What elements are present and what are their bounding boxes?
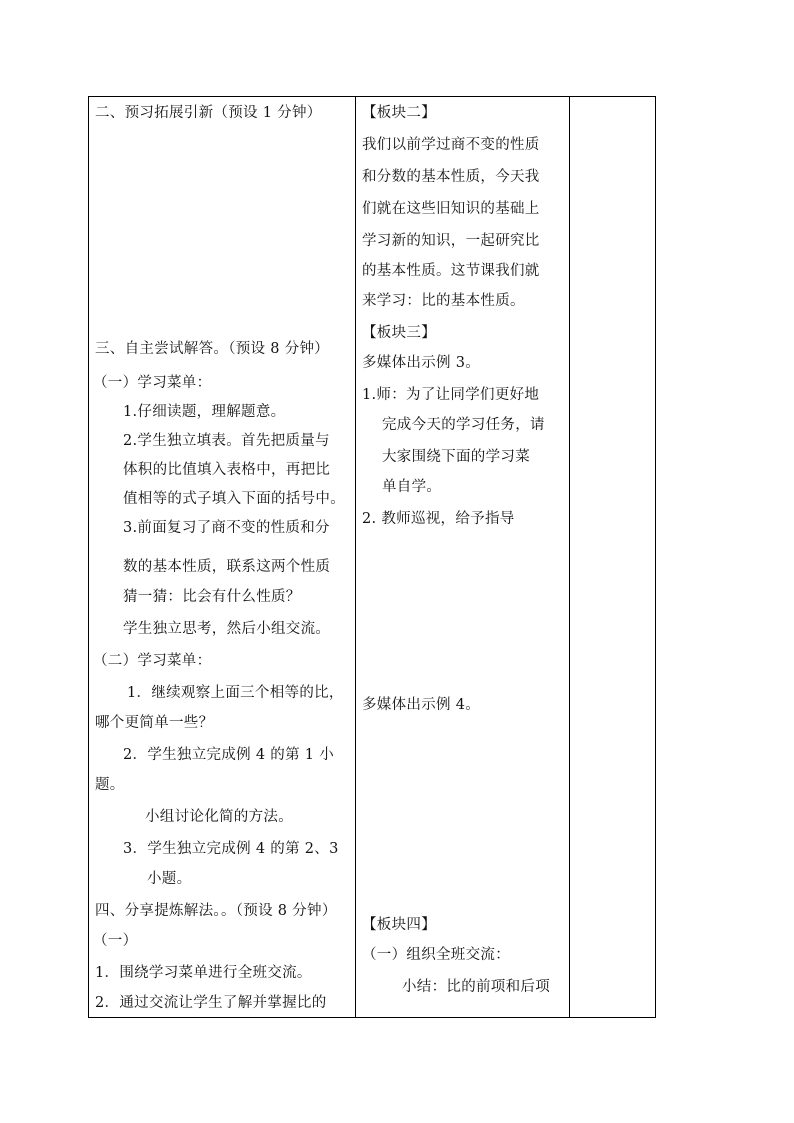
- text-line: 学习新的知识，一起研究比: [362, 233, 540, 249]
- text-line: 哪个更简单一些？: [95, 715, 214, 731]
- text-line: 多媒体出示例 3。: [362, 355, 481, 371]
- teacher-guidance-column: [356, 97, 569, 1017]
- text-line: 小题。: [147, 871, 192, 887]
- block-heading-3: 【板块三】: [362, 325, 436, 341]
- notes-column: [570, 97, 656, 1017]
- text-line: 2.学生独立填表。首先把质量与: [123, 433, 330, 449]
- text-line: 来学习：比的基本性质。: [362, 293, 525, 309]
- text-line: 2．学生独立完成例 4 的第 1 小: [123, 747, 335, 763]
- text-line: 1.师：为了让同学们更好地: [362, 387, 540, 403]
- lesson-plan-table: [88, 96, 656, 1018]
- text-line: 的基本性质。这节课我们就: [362, 263, 540, 279]
- text-line: 和分数的基本性质，今天我: [362, 169, 540, 185]
- text-line: 1．继续观察上面三个相等的比，: [127, 685, 344, 701]
- block-heading-4: 【板块四】: [362, 917, 436, 933]
- text-line: 3．学生独立完成例 4 的第 2、3: [123, 841, 339, 857]
- text-line: 题。: [95, 777, 125, 793]
- text-line: 小结：比的前项和后项: [402, 979, 550, 995]
- text-line: 小组讨论化简的方法。: [145, 809, 293, 825]
- text-line: 1．围绕学习菜单进行全班交流。: [95, 965, 312, 981]
- text-line: 体积的比值填入表格中，再把比: [123, 462, 331, 478]
- text-line: （一）组织全班交流：: [362, 947, 510, 963]
- text-line: 大家围绕下面的学习菜: [382, 449, 530, 465]
- block-heading-2: 【板块二】: [362, 105, 436, 121]
- subheading-menu-2: （二）学习菜单：: [93, 653, 212, 669]
- text-line: 学生独立思考，然后小组交流。: [123, 621, 331, 637]
- text-line: 3.前面复习了商不变的性质和分: [123, 520, 330, 536]
- text-line: 们就在这些旧知识的基础上: [362, 201, 540, 217]
- text-line: 值相等的式子填入下面的括号中。: [123, 491, 345, 507]
- section-heading-2: 二、预习拓展引新（预设 1 分钟）: [95, 105, 322, 121]
- text-line: 数的基本性质，联系这两个性质: [123, 559, 331, 575]
- text-line: 2．通过交流让学生了解并掌握比的: [95, 995, 327, 1011]
- text-line: 1.仔细读题，理解题意。: [123, 404, 286, 420]
- text-line: 2. 教师巡视，给予指导: [362, 511, 515, 527]
- text-line: 完成今天的学习任务，请: [382, 417, 545, 433]
- section-heading-4: 四、分享提炼解法。。（预设 8 分钟）: [95, 903, 337, 919]
- text-line: 多媒体出示例 4。: [362, 697, 481, 713]
- section-heading-3: 三、自主尝试解答。（预设 8 分钟）: [95, 341, 330, 357]
- text-line: 单自学。: [382, 479, 442, 495]
- subheading-part-1: （一）: [93, 933, 138, 949]
- student-activity-column: [89, 97, 355, 1017]
- text-line: 我们以前学过商不变的性质: [362, 137, 540, 153]
- text-line: 猜一猜：比会有什么性质？: [123, 589, 301, 605]
- subheading-menu-1: （一）学习菜单：: [93, 375, 212, 391]
